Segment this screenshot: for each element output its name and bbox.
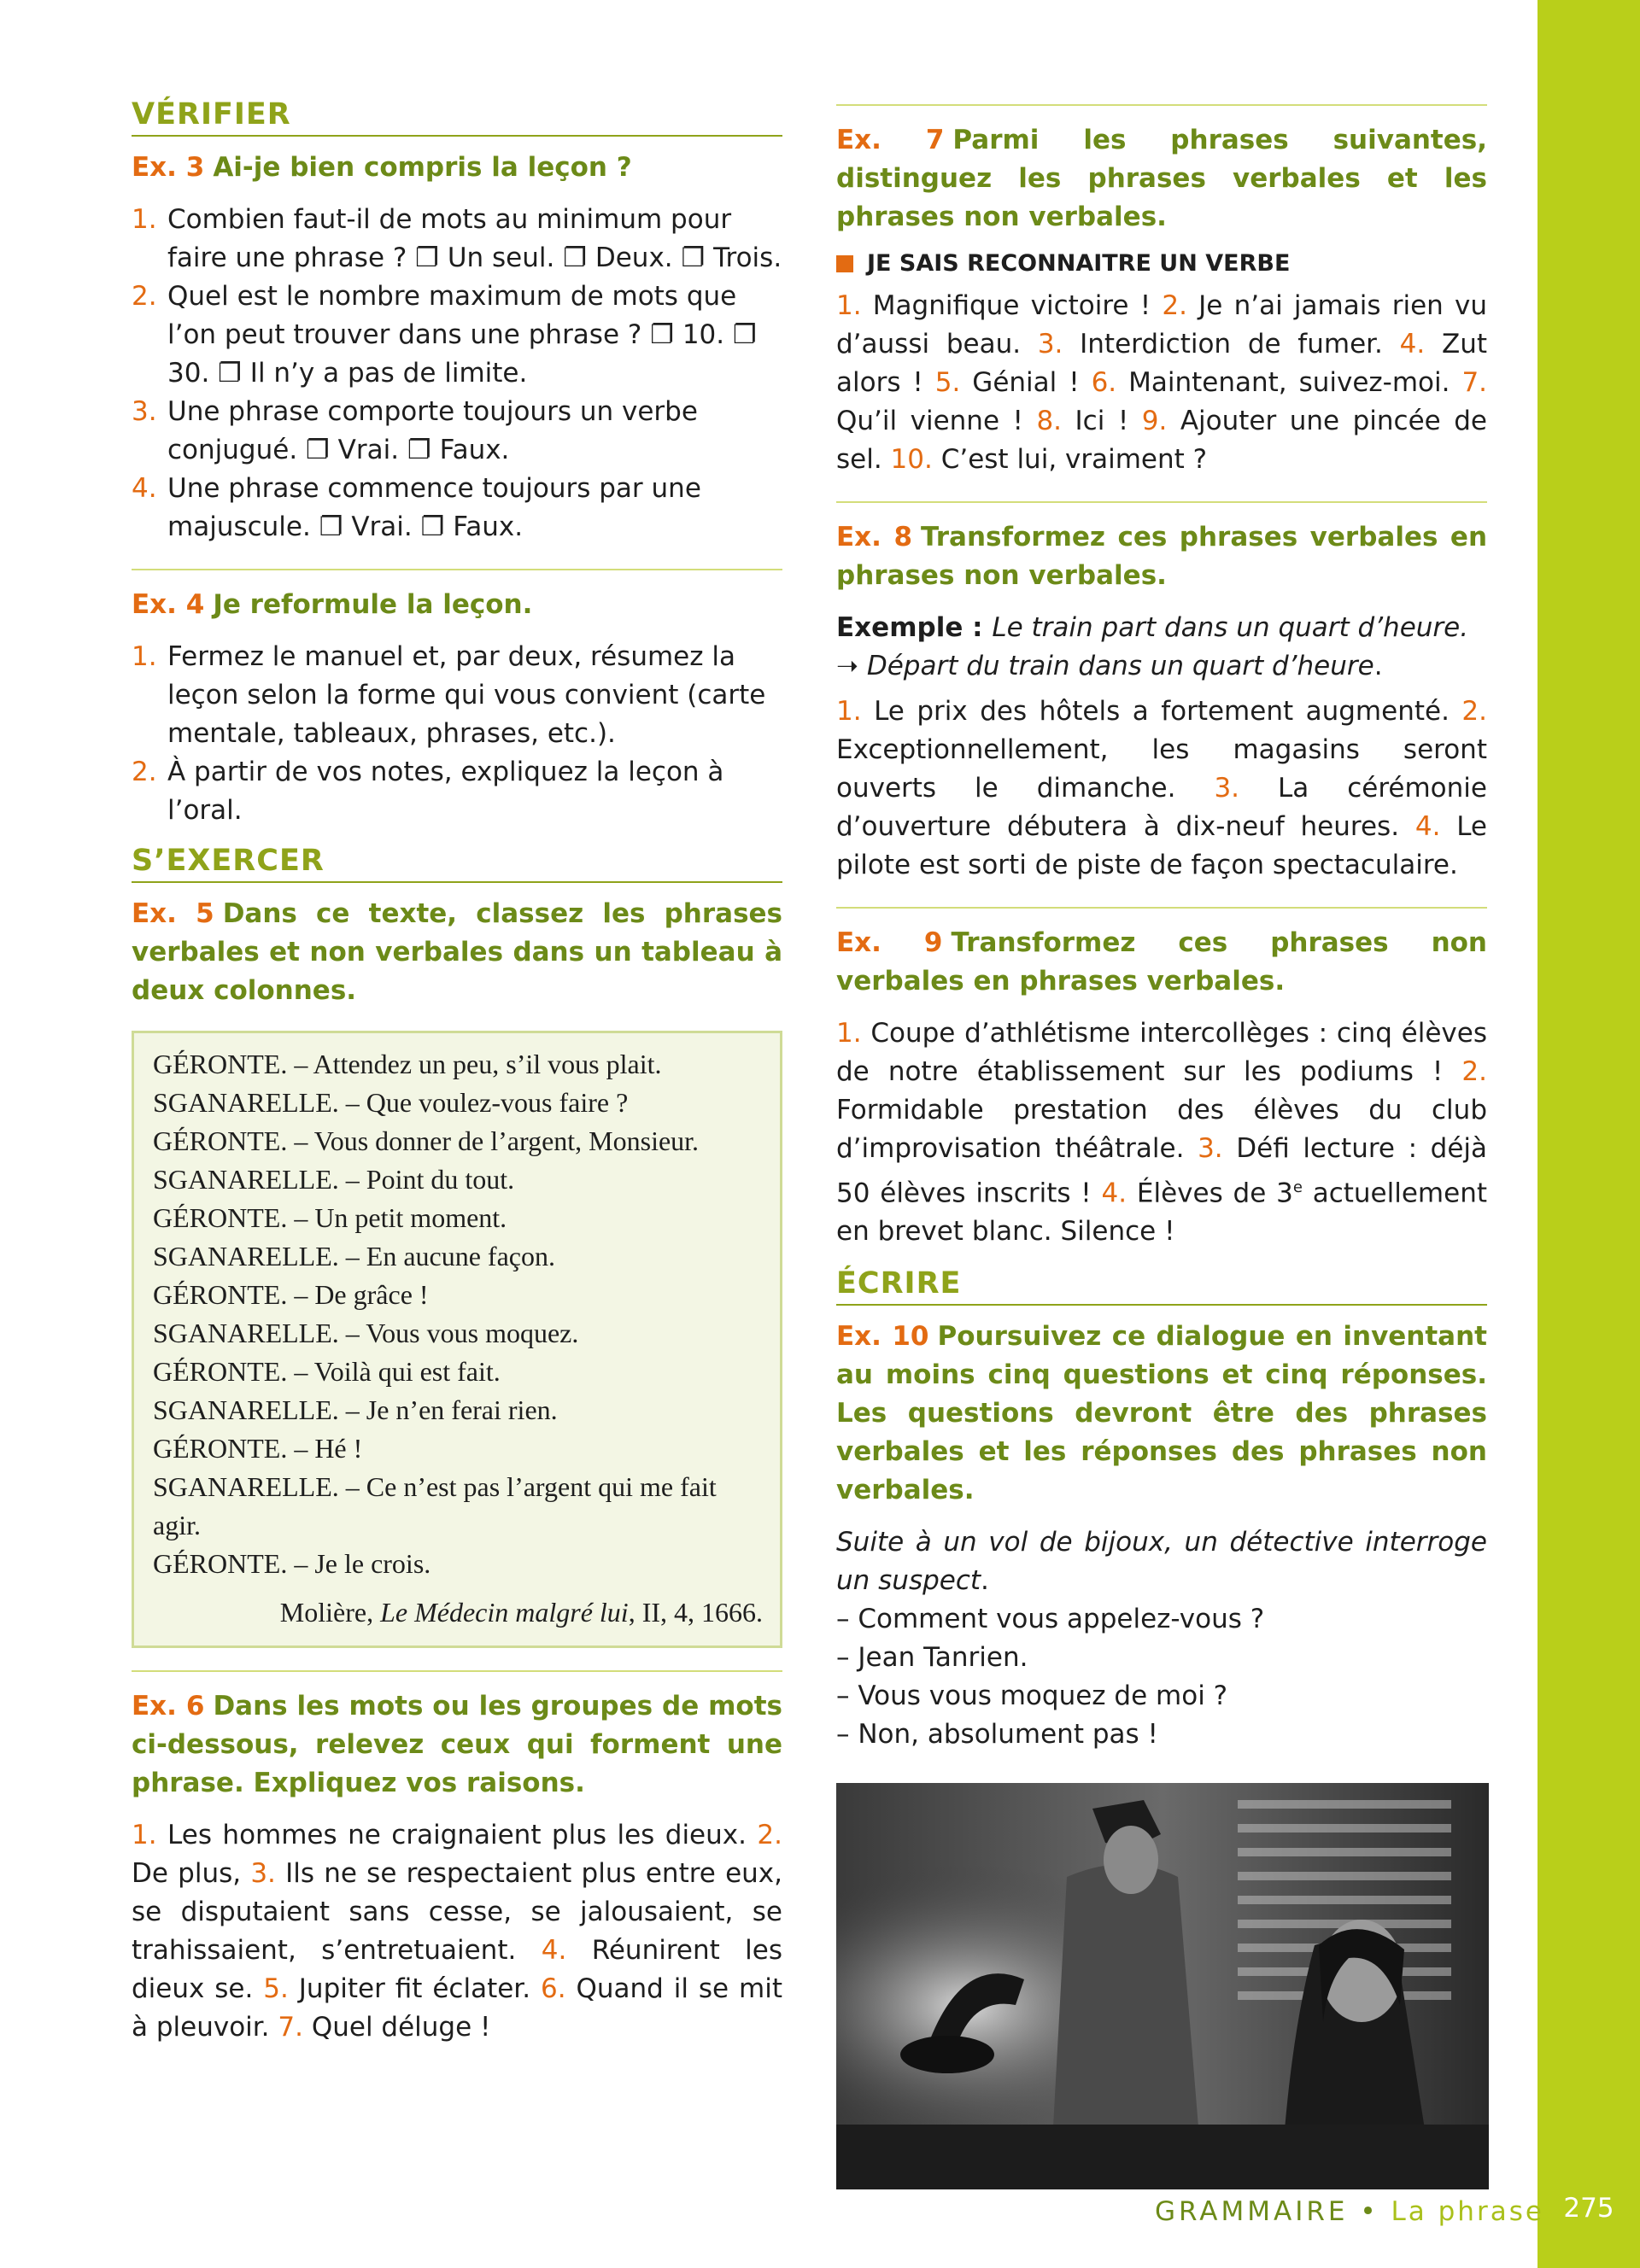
dialogue-line: SGANARELLE. – Que voulez-vous faire ? <box>153 1087 629 1118</box>
text-source: Molière, Le Médecin malgré lui, II, 4, 1666. <box>279 1597 763 1628</box>
ex3-number: Ex. 3 <box>132 152 205 183</box>
divider <box>132 569 782 570</box>
ex7-subheading: JE SAIS RECONNAITRE UN VERBE <box>836 250 1487 277</box>
ex10-intro: Suite à un vol de bijoux, un détective interroge un suspect. <box>836 1527 1487 1597</box>
dialogue-line: – Jean Tanrien. <box>836 1642 1028 1674</box>
ex7-items: 1. Magnifique victoire ! 2. Je n’ai jamais rien vu d’aussi beau. 3. Interdiction de fumer. 4. Zut alors ! 5. Génial ! 6. Maintenant, suivez-moi. 7. Qu’il vienne ! 8. Ici ! 9. Ajouter une pincée de sel. 10. C’est lui, vraiment ? <box>836 290 1488 475</box>
section-title-sexercer: S’EXERCER <box>132 842 782 883</box>
ex9-number: Ex. 9 <box>836 927 943 958</box>
ex6-heading <box>132 1687 782 1803</box>
detective-photo-illustration <box>836 1783 1489 2189</box>
dialogue-line: GÉRONTE. – Un petit moment. <box>153 1202 507 1233</box>
list-item: 3. Une phrase comporte toujours un verbe conjugué. ❐ Vrai. ❐ Faux. <box>132 396 698 465</box>
divider <box>836 907 1487 909</box>
ex7-title: Parmi les phrases suivantes, distinguez les phrases verbales et les phrases non verbales. <box>836 125 1487 232</box>
ex5-heading <box>132 895 782 1010</box>
ex10-heading <box>836 1318 1487 1510</box>
ex3-heading <box>132 149 782 187</box>
ex7-number: Ex. 7 <box>836 125 945 155</box>
ex4-list <box>132 638 782 830</box>
footer-topic: La phrase <box>1391 2196 1544 2227</box>
ex3-title: Ai-je bien compris la leçon ? <box>213 152 632 183</box>
footer-bullet: • <box>1360 2196 1379 2227</box>
ex4-heading <box>132 586 782 624</box>
dialogue-line: SGANARELLE. – En aucune façon. <box>153 1241 555 1271</box>
ex5-text-box <box>132 1031 782 1648</box>
footer-section: GRAMMAIRE <box>1155 2196 1349 2227</box>
right-column <box>836 104 1487 2189</box>
dialogue-line: GÉRONTE. – Hé ! <box>153 1433 363 1464</box>
dialogue-line: – Vous vous moquez de moi ? <box>836 1681 1228 1712</box>
ex10-title: Poursuivez ce dialogue en inventant au moins cinq questions et cinq réponses. Les questions devront être des phrases verbales et les réponses des phrases non verbales. <box>836 1321 1487 1506</box>
ex9-heading <box>836 924 1487 1001</box>
dialogue-line: GÉRONTE. – Attendez un peu, s’il vous plait. <box>153 1049 662 1079</box>
divider <box>132 1670 782 1672</box>
ex5-title: Dans ce texte, classez les phrases verbales et non verbales dans un tableau à deux colonnes. <box>132 898 783 1006</box>
list-item: 2. À partir de vos notes, expliquez la leçon à l’oral. <box>132 757 724 826</box>
section-title-ecrire: ÉCRIRE <box>836 1265 1487 1306</box>
list-item: 2. Quel est le nombre maximum de mots que l’on peut trouver dans une phrase ? ❐ 10. ❐ 30. ❐ Il n’y a pas de limite. <box>132 281 757 389</box>
ex4-number: Ex. 4 <box>132 589 205 620</box>
dialogue-line: SGANARELLE. – Point du tout. <box>153 1164 515 1195</box>
ex4-title: Je reformule la leçon. <box>213 589 533 620</box>
section-title-verifier: VÉRIFIER <box>132 96 782 137</box>
ex5-number: Ex. 5 <box>132 898 214 929</box>
dialogue-line: SGANARELLE. – Je n’en ferai rien. <box>153 1394 558 1425</box>
dialogue-line: SGANARELLE. – Vous vous moquez. <box>153 1318 579 1348</box>
ex3-list <box>132 201 782 547</box>
dialogue-line: GÉRONTE. – Vous donner de l’argent, Monsieur. <box>153 1125 700 1156</box>
dialogue-line: – Comment vous appelez-vous ? <box>836 1604 1265 1635</box>
ex8-example: Exemple : Le train part dans un quart d’heure. ➝ Départ du train dans un quart d’heure. <box>836 612 1469 681</box>
divider <box>836 104 1487 106</box>
arrow-icon: ➝ <box>836 651 867 681</box>
dialogue-line: GÉRONTE. – Voilà qui est fait. <box>153 1356 501 1387</box>
detective-photo <box>836 1783 1489 2189</box>
page-edge-band <box>1538 0 1640 2268</box>
ex6-items: 1. Les hommes ne craignaient plus les dieux. 2. De plus, 3. Ils ne se respectaient plus entre eux, se disputaient sans cesse, se jalousaient, se trahissaient, s’entretuaient. 4. Réunirent les dieux se. 5. Jupiter fit éclater. 6. Quand il se mit à pleuvoir. 7. Quel déluge ! <box>132 1820 782 2043</box>
ex8-heading <box>836 518 1487 595</box>
dialogue-line: – Non, absolument pas ! <box>836 1719 1158 1751</box>
dialogue-line: GÉRONTE. – Je le crois. <box>153 1548 431 1579</box>
divider <box>836 501 1487 503</box>
ex9-items: 1. Coupe d’athlétisme intercollèges : cinq élèves de notre établissement sur les podiums ! 2. Formidable prestation des élèves du club d’improvisation théâtrale. 3. Défi lecture : déjà 50 élèves inscrits ! 4. Élèves de 3e actuellement en brevet blanc. Silence ! <box>836 1018 1487 1248</box>
ex7-heading <box>836 121 1487 237</box>
dialogue-line: SGANARELLE. – Ce n’est pas l’argent qui me fait agir. <box>153 1471 717 1540</box>
ex8-title: Transformez ces phrases verbales en phrases non verbales. <box>836 522 1488 591</box>
square-bullet-icon <box>836 255 853 272</box>
list-item: 4. Une phrase commence toujours par une majuscule. ❐ Vrai. ❐ Faux. <box>132 473 701 542</box>
ex8-number: Ex. 8 <box>836 522 913 552</box>
page-number: 275 <box>1563 2193 1614 2224</box>
list-item: 1. Combien faut-il de mots au minimum pour faire une phrase ? ❐ Un seul. ❐ Deux. ❐ Trois. <box>132 204 782 273</box>
ex9-title: Transformez ces phrases non verbales en phrases verbales. <box>836 927 1487 997</box>
page-footer <box>1155 2196 1544 2227</box>
ex10-number: Ex. 10 <box>836 1321 929 1353</box>
list-item: 1. Fermez le manuel et, par deux, résumez la leçon selon la forme qui vous convient (carte mentale, tableaux, phrases, etc.). <box>132 641 766 749</box>
ex6-number: Ex. 6 <box>132 1691 205 1721</box>
left-column <box>132 96 782 2047</box>
ex8-items: 1. Le prix des hôtels a fortement augmenté. 2. Exceptionnellement, les magasins seront ouverts le dimanche. 3. La cérémonie d’ouverture débutera à dix-neuf heures. 4. Le pilote est sorti de piste de façon spectaculaire. <box>836 696 1488 880</box>
ex6-title: Dans les mots ou les groupes de mots ci-dessous, relevez ceux qui forment une phrase. Expliquez vos raisons. <box>132 1691 783 1798</box>
dialogue-line: GÉRONTE. – De grâce ! <box>153 1279 429 1310</box>
